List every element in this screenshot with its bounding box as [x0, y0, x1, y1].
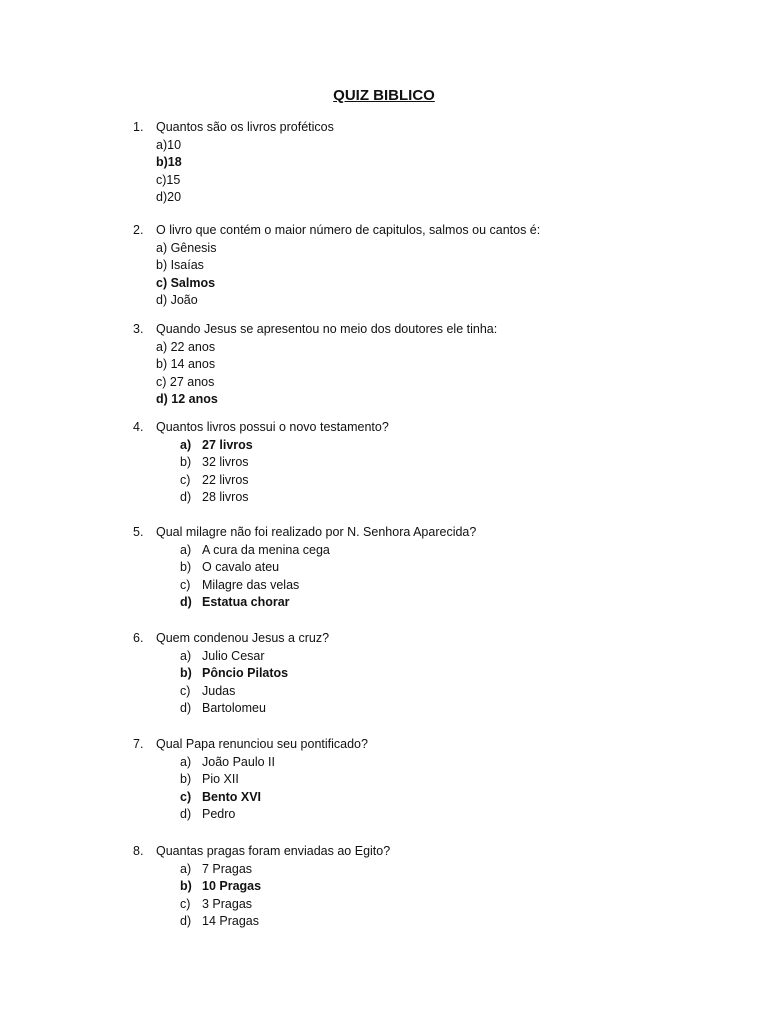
option-text: c)15 [156, 172, 181, 187]
answer-option-correct [133, 789, 733, 807]
question-text: Quantos livros possui o novo testamento? [156, 420, 389, 434]
option-text: a) Gênesis [156, 240, 217, 255]
option-text: A cura da menina cega [202, 542, 330, 557]
answer-option [133, 356, 733, 374]
option-text: 14 Pragas [202, 914, 259, 928]
option-letter: a) [180, 861, 192, 876]
question-number: 3. [133, 322, 144, 336]
quiz-title: QUIZ BIBLICO [333, 87, 435, 104]
option-letter: c) [180, 896, 191, 911]
question-text: Quem condenou Jesus a cruz? [156, 631, 330, 645]
option-letter: d) [180, 701, 192, 715]
option-letter: a) [180, 648, 192, 663]
answer-option [133, 771, 733, 789]
question-number: 1. [133, 120, 144, 134]
option-letter: b) [180, 455, 192, 469]
question-block [133, 321, 733, 409]
answer-option-correct [133, 594, 733, 612]
answer-option [133, 861, 733, 879]
answer-option [133, 683, 733, 701]
answer-option [133, 472, 733, 490]
option-letter: d) [180, 914, 192, 928]
question-number: 7. [133, 737, 144, 751]
question-block [133, 630, 733, 718]
question-block [133, 119, 733, 207]
option-text: Estatua chorar [202, 595, 290, 609]
answer-option [133, 806, 733, 824]
question-row [133, 222, 733, 240]
option-text: c) Salmos [156, 275, 216, 290]
option-text: Bento XVI [202, 789, 262, 804]
answer-option [133, 240, 733, 258]
option-letter: b) [180, 879, 192, 893]
option-text: 32 livros [202, 455, 249, 469]
question-number: 4. [133, 420, 144, 434]
answer-option [133, 577, 733, 595]
answer-option-correct [133, 154, 733, 172]
option-letter: c) [180, 577, 191, 592]
option-text: a) 22 anos [156, 339, 216, 354]
question-number: 6. [133, 631, 144, 645]
option-letter: a) [180, 542, 192, 557]
question-row [133, 843, 733, 861]
question-text: Qual milagre não foi realizado por N. Senhora Aparecida? [156, 525, 477, 539]
answer-option [133, 648, 733, 666]
option-text: b) 14 anos [156, 357, 216, 371]
option-text: 3 Pragas [202, 896, 253, 911]
answer-option-correct [133, 437, 733, 455]
option-text: a)10 [156, 137, 182, 152]
answer-option [133, 257, 733, 275]
answer-option [133, 700, 733, 718]
option-letter: d) [180, 490, 192, 504]
option-letter: a) [180, 754, 192, 769]
option-letter: c) [180, 472, 191, 487]
answer-option [133, 913, 733, 931]
answer-option-correct [133, 878, 733, 896]
answer-option [133, 172, 733, 190]
option-text: d) João [156, 293, 198, 307]
option-text: 27 livros [202, 437, 253, 452]
question-row [133, 630, 733, 648]
question-block [133, 736, 733, 824]
option-text: c) 27 anos [156, 374, 215, 389]
question-row [133, 524, 733, 542]
option-text: b) Isaías [156, 258, 204, 272]
answer-option [133, 754, 733, 772]
question-text: Quando Jesus se apresentou no meio dos doutores ele tinha: [156, 322, 498, 336]
option-text: Pio XII [202, 772, 239, 786]
answer-option-correct [133, 391, 733, 409]
option-text: b)18 [156, 155, 182, 169]
option-letter: d) [180, 807, 192, 821]
option-text: 7 Pragas [202, 861, 253, 876]
answer-option-correct [133, 665, 733, 683]
option-text: Pôncio Pilatos [202, 666, 289, 680]
question-block [133, 222, 733, 310]
option-text: 28 livros [202, 490, 249, 504]
answer-option [133, 454, 733, 472]
answer-option [133, 489, 733, 507]
option-letter: d) [180, 595, 192, 609]
answer-option [133, 374, 733, 392]
question-text: O livro que contém o maior número de capitulos, salmos ou cantos é: [156, 223, 541, 237]
question-row [133, 736, 733, 754]
option-letter: b) [180, 772, 192, 786]
answer-option-correct [133, 275, 733, 293]
option-text: Julio Cesar [202, 648, 265, 663]
question-block [133, 843, 733, 931]
question-text: Quantos são os livros proféticos [156, 120, 334, 134]
question-row [133, 419, 733, 437]
option-letter: b) [180, 560, 192, 574]
question-text: Qual Papa renunciou seu pontificado? [156, 737, 368, 751]
question-block [133, 524, 733, 612]
question-number: 2. [133, 223, 144, 237]
option-text: 10 Pragas [202, 879, 262, 893]
question-row [133, 119, 733, 137]
option-text: Bartolomeu [202, 701, 266, 715]
option-text: d)20 [156, 190, 182, 204]
option-text: 22 livros [202, 472, 249, 487]
option-letter: b) [180, 666, 192, 680]
answer-option [133, 339, 733, 357]
question-number: 8. [133, 844, 144, 858]
option-text: d) 12 anos [156, 392, 218, 406]
question-block [133, 419, 733, 507]
option-text: Judas [202, 683, 236, 698]
option-letter: c) [180, 789, 192, 804]
option-text: O cavalo ateu [202, 560, 280, 574]
answer-option [133, 896, 733, 914]
question-text: Quantas pragas foram enviadas ao Egito? [156, 844, 391, 858]
answer-option [133, 542, 733, 560]
answer-option [133, 292, 733, 310]
answer-option [133, 137, 733, 155]
option-text: Pedro [202, 807, 236, 821]
option-text: João Paulo II [202, 754, 275, 769]
question-number: 5. [133, 525, 144, 539]
answer-option [133, 189, 733, 207]
option-text: Milagre das velas [202, 577, 300, 592]
answer-option [133, 559, 733, 577]
question-row [133, 321, 733, 339]
option-letter: c) [180, 683, 191, 698]
option-letter: a) [180, 437, 192, 452]
